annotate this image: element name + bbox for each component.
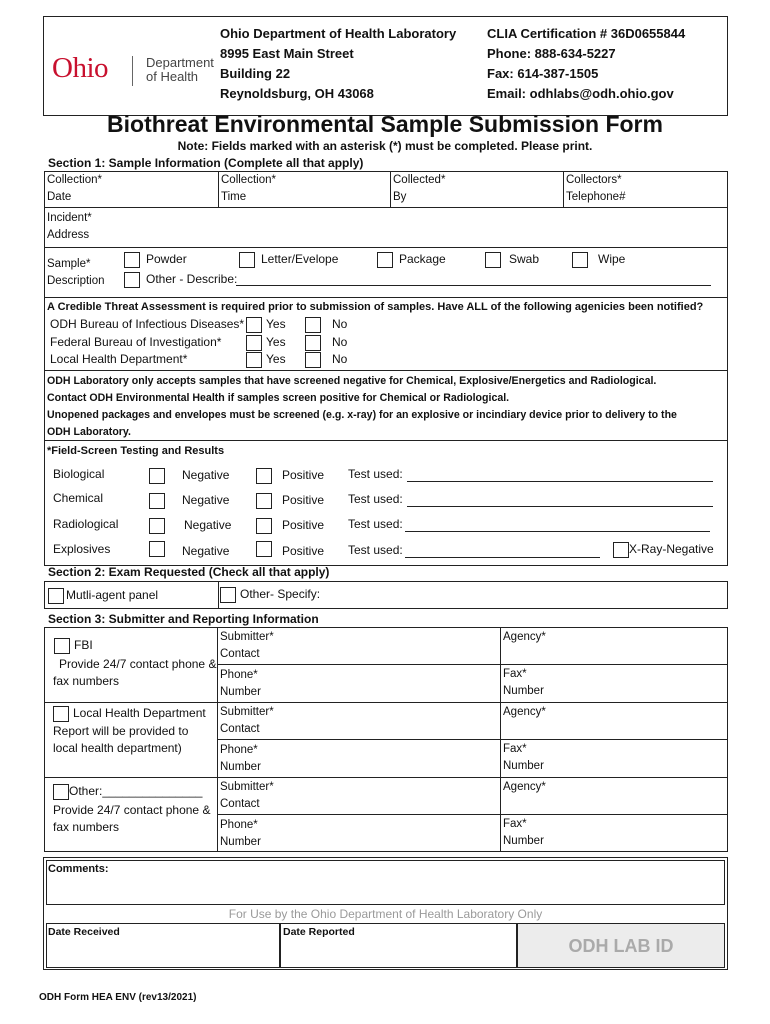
desc-line: fax numbers <box>53 674 120 688</box>
option-label: Other- Specify: <box>240 587 321 601</box>
odh-yes[interactable] <box>246 316 286 333</box>
other-phone-number[interactable] <box>218 817 261 851</box>
field-label: Address <box>47 229 90 241</box>
fbi-yes[interactable] <box>246 334 286 351</box>
section2-heading: Section 2: Exam Requested (Check all that apply) <box>48 565 330 579</box>
divider <box>44 207 728 208</box>
biological-positive[interactable] <box>256 467 324 484</box>
field-label: Number <box>220 836 261 848</box>
checkbox[interactable] <box>149 493 165 509</box>
other-desc <box>53 802 210 836</box>
checkbox[interactable] <box>256 541 272 557</box>
checkbox[interactable] <box>246 317 262 333</box>
threat-assessment-heading: A Credible Threat Assessment is required prior to submission of samples. Have ALL of the following agenicies been notified? <box>47 301 704 313</box>
address-line: 8995 East Main Street <box>220 46 354 61</box>
date-received-label: Date Received <box>48 926 120 938</box>
fbi-no[interactable] <box>305 334 347 351</box>
biological-negative[interactable] <box>149 467 229 484</box>
field-label: Fax* <box>503 818 527 830</box>
field-label: Number <box>503 760 544 772</box>
date-reported-label: Date Reported <box>283 926 355 938</box>
field-label: Date <box>47 191 72 203</box>
logo-divider <box>132 56 133 86</box>
form-title: Biothreat Environmental Sample Submission Form <box>107 111 663 137</box>
notice-line: ODH Laboratory only accepts samples that have screened negative for Chemical, Explosive/Energetics and Radiological. <box>47 375 657 387</box>
divider <box>217 814 728 815</box>
lhd-agency[interactable] <box>501 704 546 721</box>
option-label: Yes <box>266 335 286 349</box>
sample-type-wipe[interactable] <box>572 251 625 268</box>
logo-dept-line1: Department <box>146 55 214 70</box>
option-label: FBI <box>74 638 93 652</box>
divider <box>44 702 728 703</box>
field-label: Collection* <box>47 174 102 186</box>
form-version: ODH Form HEA ENV (rev13/2021) <box>39 992 197 1003</box>
field-label: Contact <box>220 648 260 660</box>
desc-line: Provide 24/7 contact phone & <box>53 803 211 817</box>
field-label: Submitter* <box>220 631 274 643</box>
explosives-test-used-label: Test used: <box>348 543 403 557</box>
option-label: No <box>332 352 348 366</box>
other-agency[interactable] <box>501 779 546 796</box>
option-label: Negative <box>182 544 230 558</box>
checkbox[interactable] <box>256 518 272 534</box>
test-radiological-label: Radiological <box>53 517 119 531</box>
field-label: Description <box>47 275 105 287</box>
sample-description-label <box>45 256 105 290</box>
option-label: No <box>332 317 348 331</box>
option-label: X-Ray-Negative <box>629 542 714 556</box>
lhd-no[interactable] <box>305 351 347 368</box>
notice-line: Unopened packages and envelopes must be screened (e.g. x-ray) for an explosive or incindiary device prior to delivery to the <box>47 409 677 421</box>
sample-type-powder[interactable] <box>124 251 187 268</box>
option-label: Positive <box>282 544 325 558</box>
lhd-desc <box>53 723 188 757</box>
field-label: Submitter* <box>220 781 274 793</box>
option-label: Yes <box>266 352 286 366</box>
field-label: Phone* <box>220 744 258 756</box>
lhd-fax-number[interactable] <box>501 741 544 775</box>
fbi-agency[interactable] <box>501 629 546 646</box>
field-label: Telephone# <box>566 191 626 203</box>
divider <box>217 739 728 740</box>
address-line: Building 22 <box>220 66 291 81</box>
field-label: Agency* <box>503 781 546 793</box>
date-reported-field[interactable] <box>280 923 517 968</box>
field-label: Phone* <box>220 819 258 831</box>
agency-odh-label: ODH Bureau of Infectious Diseases* <box>50 317 245 331</box>
address-line: Reynoldsburg, OH 43068 <box>220 86 374 101</box>
test-explosives-label: Explosives <box>53 542 111 556</box>
submitter-fbi-option[interactable] <box>54 637 93 654</box>
option-label: Wipe <box>598 252 626 266</box>
checkbox[interactable] <box>485 252 501 268</box>
option-label: Positive <box>282 518 325 532</box>
screening-notice <box>47 373 677 441</box>
field-label: Incident* <box>47 212 92 224</box>
collection-date-field[interactable] <box>45 172 102 206</box>
chemical-test-used-label: Test used: <box>348 492 403 506</box>
notice-line: ODH Laboratory. <box>47 426 131 438</box>
field-label: Sample* <box>47 258 91 270</box>
fbi-phone-number[interactable] <box>218 667 261 701</box>
checkbox[interactable] <box>572 252 588 268</box>
checkbox[interactable] <box>246 352 262 368</box>
lab-id-box <box>517 923 725 968</box>
explosives-positive[interactable] <box>256 540 324 557</box>
notice-line: Contact ODH Environmental Health if samples screen positive for Chemical or Radiological. <box>47 392 510 404</box>
option-label: Local Health Department <box>73 706 206 720</box>
logo-dept-line2: of Health <box>146 69 199 84</box>
field-label: Collected* <box>393 174 446 186</box>
fbi-submitter-contact[interactable] <box>218 629 274 663</box>
option-label: Package <box>399 252 446 266</box>
test-chemical-label: Chemical <box>53 491 104 505</box>
option-label: No <box>332 335 348 349</box>
radiological-negative[interactable] <box>149 517 231 534</box>
divider <box>44 297 728 298</box>
checkbox[interactable] <box>220 587 236 603</box>
fbi-fax-number[interactable] <box>501 666 544 700</box>
section3-heading: Section 3: Submitter and Reporting Information <box>48 612 319 626</box>
email-address: Email: odhlabs@odh.ohio.gov <box>487 86 674 101</box>
lhd-submitter-contact[interactable] <box>218 704 274 738</box>
checkbox[interactable] <box>305 352 321 368</box>
lab-address <box>220 24 456 104</box>
lhd-yes[interactable] <box>246 351 286 368</box>
lab-contact <box>487 24 685 104</box>
other-submitter-contact[interactable] <box>218 779 274 813</box>
option-label: Yes <box>266 317 286 331</box>
option-label: Negative <box>182 493 230 507</box>
checkbox[interactable] <box>149 468 165 484</box>
radiological-positive[interactable] <box>256 517 324 534</box>
checkbox[interactable] <box>54 638 70 654</box>
field-label: Submitter* <box>220 706 274 718</box>
checkbox[interactable] <box>613 542 629 558</box>
field-label: Collectors* <box>566 174 622 186</box>
option-label: Positive <box>282 493 325 507</box>
checkbox[interactable] <box>149 518 165 534</box>
odh-no[interactable] <box>305 316 347 333</box>
clia-number: CLIA Certification # 36D0655844 <box>487 26 686 41</box>
sample-type-package[interactable] <box>377 251 446 268</box>
field-label: By <box>393 191 407 203</box>
other-exam-option[interactable] <box>220 586 320 603</box>
divider <box>44 370 728 371</box>
phone-number: Phone: 888-634-5227 <box>487 46 616 61</box>
desc-line: Report will be provided to <box>53 724 189 738</box>
option-label: Powder <box>146 252 187 266</box>
divider <box>218 581 219 609</box>
field-label: Contact <box>220 723 260 735</box>
xray-negative[interactable] <box>613 541 714 558</box>
option-label: Negative <box>184 518 232 532</box>
form-note: Note: Fields marked with an asterisk (*) must be completed. Please print. <box>177 139 593 153</box>
other-fax-number[interactable] <box>501 816 544 850</box>
field-screen-heading: *Field-Screen Testing and Results <box>47 445 225 457</box>
checkbox[interactable] <box>256 493 272 509</box>
option-label: Letter/Evelope <box>261 252 339 266</box>
option-label: Swab <box>509 252 540 266</box>
field-label: Phone* <box>220 669 258 681</box>
option-label: Mutli-agent panel <box>66 588 159 602</box>
collected-by-field[interactable] <box>391 172 445 206</box>
checkbox[interactable] <box>239 252 255 268</box>
option-label: Positive <box>282 468 325 482</box>
desc-line: fax numbers <box>53 820 120 834</box>
multi-agent-panel-option[interactable] <box>48 587 158 604</box>
field-label: Number <box>220 686 261 698</box>
ohio-logo <box>52 54 217 90</box>
checkbox[interactable] <box>124 252 140 268</box>
chemical-negative[interactable] <box>149 492 229 509</box>
lhd-phone-number[interactable] <box>218 742 261 776</box>
biological-test-used-label: Test used: <box>348 467 403 481</box>
field-label: Time <box>221 191 247 203</box>
submitter-other-option[interactable] <box>53 783 202 800</box>
comments-field[interactable] <box>46 860 725 905</box>
collection-time-field[interactable] <box>219 172 276 206</box>
checkbox[interactable] <box>124 272 140 288</box>
option-label: Other - Describe: <box>146 272 238 286</box>
chemical-test-used-input[interactable] <box>407 506 713 507</box>
radiological-test-used-input[interactable] <box>405 531 710 532</box>
agency-fbi-label: Federal Bureau of Investigation* <box>50 335 222 349</box>
submitter-lhd-option[interactable] <box>53 705 206 722</box>
sample-type-swab[interactable] <box>485 251 539 268</box>
checkbox[interactable] <box>53 784 69 800</box>
divider <box>44 247 728 248</box>
checkbox[interactable] <box>305 335 321 351</box>
desc-line: Provide 24/7 contact phone & <box>59 657 217 671</box>
radiological-test-used-label: Test used: <box>348 517 403 531</box>
checkbox[interactable] <box>305 317 321 333</box>
desc-line: local health department) <box>53 741 182 755</box>
checkbox[interactable] <box>48 588 64 604</box>
address-line: Ohio Department of Health Laboratory <box>220 26 457 41</box>
fbi-desc <box>53 656 216 690</box>
checkbox[interactable] <box>256 468 272 484</box>
checkbox[interactable] <box>246 335 262 351</box>
checkbox[interactable] <box>53 706 69 722</box>
lab-id-label: ODH LAB ID <box>568 936 674 956</box>
divider <box>217 664 728 665</box>
field-label: Agency* <box>503 706 546 718</box>
field-label: Fax* <box>503 743 527 755</box>
incident-address-field[interactable] <box>45 210 725 244</box>
comments-label: Comments: <box>48 863 109 875</box>
biological-test-used-input[interactable] <box>407 481 713 482</box>
field-label: Number <box>220 761 261 773</box>
field-label: Number <box>503 835 544 847</box>
sample-type-letter[interactable] <box>239 251 338 268</box>
field-label: Number <box>503 685 544 697</box>
field-label: Collection* <box>221 174 276 186</box>
sample-type-other[interactable] <box>124 271 237 288</box>
agency-lhd-label: Local Health Department* <box>50 352 188 366</box>
section1-heading: Section 1: Sample Information (Complete all that apply) <box>48 156 364 170</box>
explosives-test-used-input[interactable] <box>405 557 600 558</box>
ohio-logo-text: Ohio <box>52 52 108 84</box>
date-received-field[interactable] <box>46 923 280 968</box>
option-label: Negative <box>182 468 230 482</box>
option-label: Other:_______________ <box>69 784 203 798</box>
test-biological-label: Biological <box>53 467 105 481</box>
fax-number: Fax: 614-387-1505 <box>487 66 599 81</box>
collector-telephone-field[interactable] <box>564 172 625 206</box>
checkbox[interactable] <box>149 541 165 557</box>
divider <box>44 777 728 778</box>
lab-use-banner: For Use by the Ohio Department of Health Laboratory Only <box>228 907 543 921</box>
other-describe-input[interactable] <box>236 285 711 286</box>
field-label: Agency* <box>503 631 546 643</box>
checkbox[interactable] <box>377 252 393 268</box>
field-label: Contact <box>220 798 260 810</box>
explosives-negative[interactable] <box>149 540 229 557</box>
field-label: Fax* <box>503 668 527 680</box>
chemical-positive[interactable] <box>256 492 324 509</box>
